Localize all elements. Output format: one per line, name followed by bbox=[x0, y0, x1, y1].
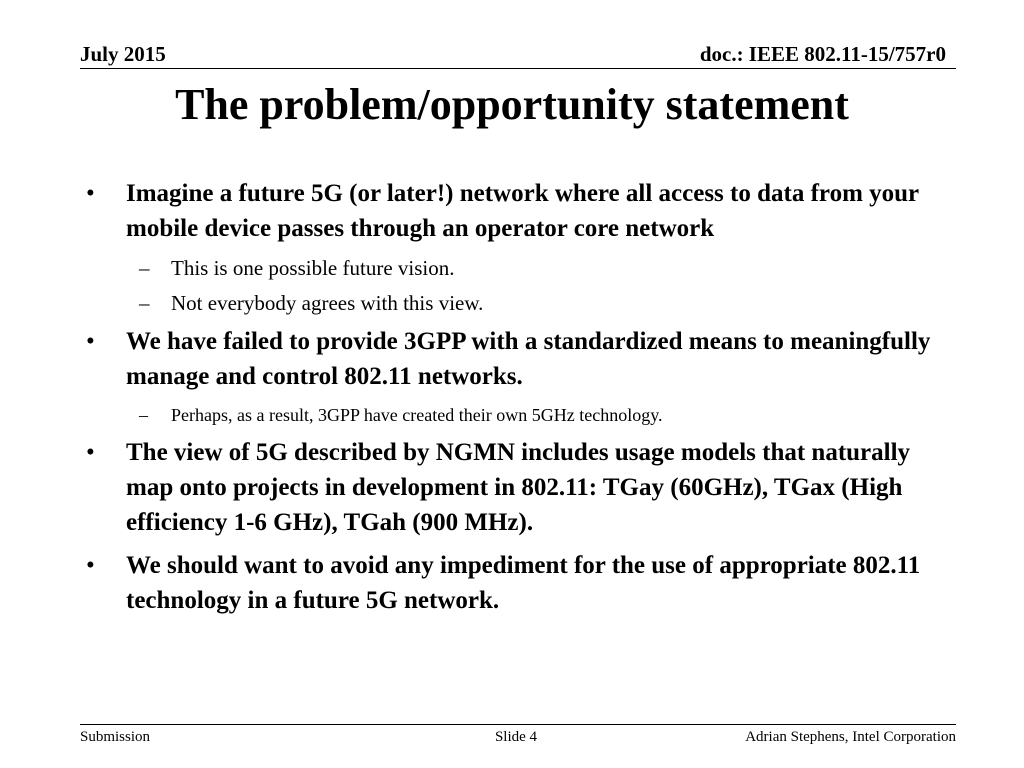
header-divider bbox=[80, 68, 956, 69]
bullet-marker: • bbox=[86, 328, 95, 355]
bullet-text: Imagine a future 5G (or later!) network where all access to data from your mobile device passes through an operator core network bbox=[126, 180, 919, 242]
bullet-item bbox=[80, 324, 950, 394]
sub-bullet-item bbox=[80, 402, 950, 428]
bullet-marker: • bbox=[86, 552, 95, 579]
sub-bullet-marker: – bbox=[139, 291, 150, 315]
sub-bullet-text: Not everybody agrees with this view. bbox=[171, 291, 484, 315]
slide-body bbox=[80, 176, 950, 626]
bullet-marker: • bbox=[86, 439, 95, 466]
bullet-item bbox=[80, 548, 950, 618]
sub-bullet-group bbox=[80, 254, 950, 317]
footer-slide-number: Slide 4 bbox=[494, 729, 538, 745]
footer-divider bbox=[80, 724, 956, 725]
header-doc-id: doc.: IEEE 802.11-15/757r0 bbox=[699, 42, 946, 66]
bullet-item bbox=[80, 176, 950, 246]
sub-bullet-item bbox=[80, 254, 950, 282]
bullet-marker: • bbox=[86, 180, 95, 207]
bullet-text: The view of 5G described by NGMN includes usage models that naturally map onto projects in development in 802.11: TGay (60GHz), TGax (High efficiency 1-6 GHz), TGah (900 MHz). bbox=[126, 439, 911, 536]
footer-submission: Submission bbox=[80, 729, 151, 745]
slide-title: The problem/opportunity statement bbox=[175, 80, 849, 129]
sub-bullet-item bbox=[80, 289, 950, 317]
footer-author: Adrian Stephens, Intel Corporation bbox=[745, 729, 956, 745]
bullet-text: We have failed to provide 3GPP with a standardized means to meaningfully manage and control 802.11 networks. bbox=[126, 328, 931, 390]
bullet-text: We should want to avoid any impediment for the use of appropriate 802.11 technology in a future 5G network. bbox=[126, 552, 921, 614]
sub-bullet-group bbox=[80, 402, 950, 428]
header-date: July 2015 bbox=[80, 42, 166, 66]
sub-bullet-text: This is one possible future vision. bbox=[171, 256, 455, 280]
bullet-item bbox=[80, 435, 950, 540]
sub-bullet-text: Perhaps, as a result, 3GPP have created their own 5GHz technology. bbox=[171, 405, 663, 425]
sub-bullet-marker: – bbox=[139, 405, 148, 425]
sub-bullet-marker: – bbox=[139, 256, 150, 280]
